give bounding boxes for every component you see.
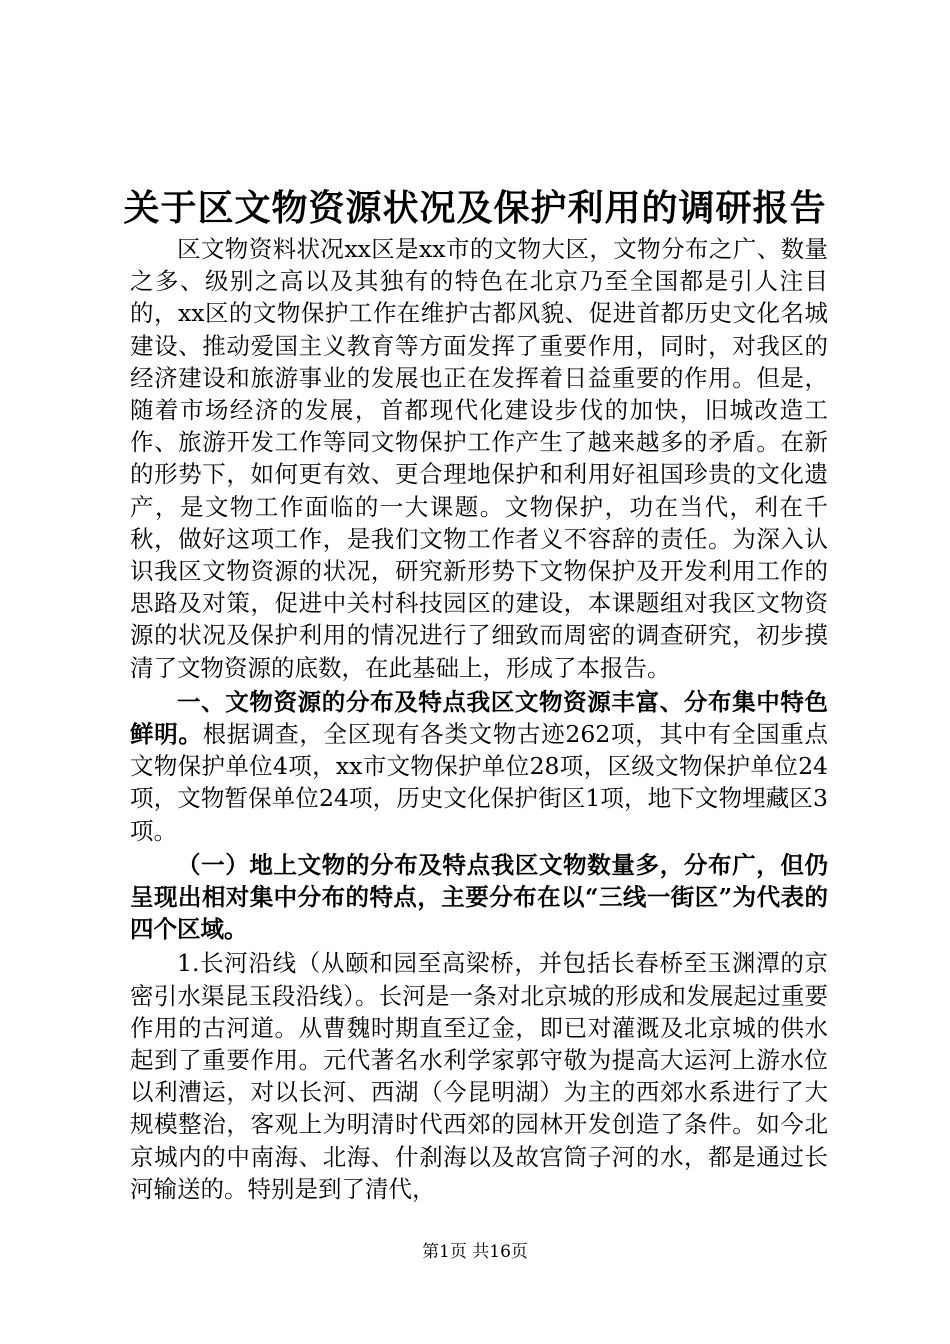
paragraph-section-one <box>130 686 828 847</box>
page-footer: 第1页 共16页 <box>422 1242 528 1262</box>
paragraph-intro: 区文物资料状况xx区是xx市的文物大区，文物分布之广、数量之多、级别之高以及其独有的特色在北京乃至全国都是引人注目的，xx区的文物保护工作在维护古都风貌、促进首都历史文化名城建设、推动爱国主义教育等方面发挥了重要作用，同时，对我区的经济建设和旅游事业的发展也正在发挥着日益重要的作用。但是，随着市场经济的发展，首都现代化建设步伐的加快，旧城改造工作、旅游开发工作等同文物保护工作产生了越来越多的矛盾。在新的形势下，如何更有效、更合理地保护和利用好祖国珍贵的文化遗产，是文物工作面临的一大课题。文物保护，功在当代，利在千秋，做好这项工作，是我们文物工作者义不容辞的责任。为深入认识我区文物资源的状况，研究新形势下文物保护及开发利用工作的思路及对策，促进中关村科技园区的建设，本课题组对我区文物资源的状况及保护利用的情况进行了细致而周密的调查研究，初步摸清了文物资源的底数，在此基础上，形成了本报告。 <box>130 235 828 682</box>
document-title: 关于区文物资源状况及保护利用的调研报告 <box>123 187 827 229</box>
document-body <box>130 233 828 1205</box>
section-one-heading: 一、文物资源的分布及特点我区文物资源丰富、分布集中特色鲜明。 <box>130 687 828 749</box>
paragraph-item-one: 1.长河沿线（从颐和园至高梁桥，并包括长春桥至玉渊潭的京密引水渠昆玉段沿线）。长河是一条对北京城的形成和发展起过重要作用的古河道。从曹魏时期直至辽金，即已对灌溉及北京城的供水起到了重要作用。元代著名水利学家郭守敬为提高大运河上游水位以利漕运，对以长河、西湖（今昆明湖）为主的西郊水系进行了大规模整治，客观上为明清时代西郊的园林开发创造了条件。如今北京城内的中南海、北海、什刹海以及故宫筒子河的水，都是通过长河输送的。特别是到了清代， <box>130 949 828 1203</box>
section-one-text: 根据调查，全区现有各类文物古迹262项，其中有全国重点文物保护单位4项，xx市文物保护单位28项，区级文物保护单位24项，文物暂保单位24项，历史文化保护街区1项，地下文物埋藏区3项。 <box>130 720 829 845</box>
paragraph-subsection-one: （一）地上文物的分布及特点我区文物数量多，分布广，但仍呈现出相对集中分布的特点，主要分布在以“三线一街区”为代表的四个区域。 <box>130 850 828 944</box>
